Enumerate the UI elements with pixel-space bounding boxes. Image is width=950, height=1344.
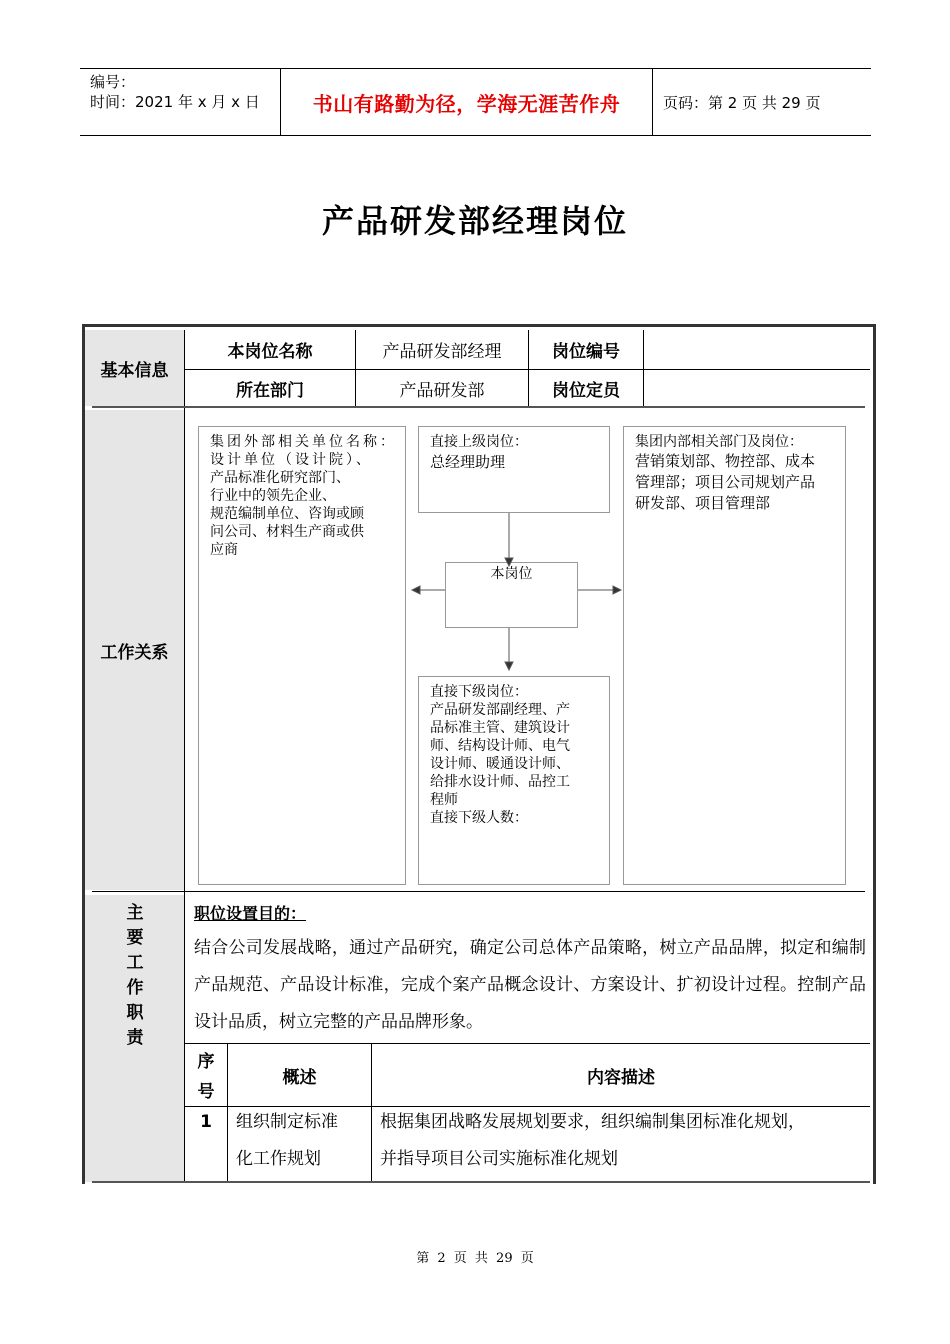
external-unit-line: 应商 [210,542,238,558]
external-unit-line: 规范编制单位、咨询或顾 [210,506,364,522]
document-title: 产品研发部经理岗位 [321,202,628,240]
table-row-content [380,1104,868,1178]
work-relations-label: 工作关系 [100,642,169,663]
internal-dept-line: 管理部；项目公司规划产品 [635,473,816,491]
duties-label-char: 职 [126,1003,144,1023]
basic-info-label: 基本信息 [100,360,169,381]
subordinate-line: 品标准主管、建筑设计 [430,720,570,736]
this-position-label: 本岗位 [490,566,533,582]
headcount-label: 岗位定员 [552,380,620,401]
external-units-title: 集团外部相关单位名称： [210,434,397,450]
duties-label-char: 主 [126,903,144,923]
duties-label-char: 要 [126,928,144,948]
headcount-value [644,370,870,406]
external-unit-line: 设计单位（设计院）、 [210,452,373,468]
table-bottom-rule [92,1181,870,1183]
summary-line: 化工作规划 [236,1149,321,1169]
table-row-summary [236,1104,366,1178]
department-value: 产品研发部 [399,380,485,401]
page-footer: 第 2 页 共 29 页 [416,1251,534,1266]
arrowhead-down-icon [505,662,513,670]
duties-label-char: 作 [126,978,144,998]
purpose-title: 职位设置目的： [194,904,307,923]
subordinate-line: 程师 [430,792,458,808]
superior-text [430,433,605,473]
table-right-border [873,324,876,1184]
header-page-info: 页码：第 2 页 共 29 页 [663,93,821,112]
content-line: 并指导项目公司实施标准化规划 [380,1149,618,1169]
external-unit-line: 问公司、材料生产商或供 [210,524,364,540]
table-row-seq: 1 [200,1112,212,1132]
subordinate-line: 给排水设计师、品控工 [430,774,570,790]
duties-label-char: 责 [126,1028,144,1048]
internal-depts-text [635,433,840,514]
internal-dept-line: 研发部、项目管理部 [635,494,771,512]
subordinate-line: 设计师、暖通设计师、 [430,756,570,772]
department-label: 所在部门 [236,380,304,401]
external-units-text [210,433,400,559]
position-code-label: 岗位编号 [552,342,620,362]
page-header [80,68,871,136]
position-code-value [644,330,870,369]
document-number-label: 编号： [90,73,136,91]
summary-line: 组织制定标准 [236,1112,338,1132]
superior-value: 总经理助理 [430,453,506,471]
header-motto: 书山有路勤为径，学海无涯苦作舟 [281,69,653,135]
seq-header: 序 [197,1052,215,1072]
internal-dept-line: 营销策划部、物控部、成本 [635,452,816,470]
external-unit-line: 产品标准化研究部门、 [210,470,350,486]
content-header: 内容描述 [587,1067,655,1088]
internal-depts-title: 集团内部相关部门及岗位： [635,434,803,450]
purpose-text: 结合公司发展战略，通过产品研究，确定公司总体产品策略，树立产品品牌，拟定和编制产品规范、产品设计标准，完成个案产品概念设计、方案设计、扩初设计过程。控制产品设计品质，树立完整的产品品牌形象。 [194,938,866,1032]
subordinate-line: 产品研发部副经理、产 [430,702,570,718]
subordinate-line: 师、结构设计师、电气 [430,738,570,754]
content-line: 根据集团战略发展规划要求，组织编制集团标准化规划， [380,1112,805,1132]
table-top-border [82,324,876,327]
arrowhead-right-icon [613,586,621,594]
header-meta [80,69,281,135]
work-relations-bottom-rule [92,891,865,892]
superior-title: 直接上级岗位： [430,434,528,450]
subordinate-title: 直接下级岗位： [430,684,528,700]
position-name-label: 本岗位名称 [227,342,313,362]
duties-label-char: 工 [126,953,144,973]
position-name-value: 产品研发部经理 [382,342,502,362]
basic-info-bottom-rule [92,406,865,408]
seq-header: 号 [197,1082,215,1102]
summary-header: 概述 [282,1067,317,1088]
arrowhead-left-icon [412,586,420,594]
document-time: 时间：2021 年 x 月 x 日 [90,93,260,111]
subordinate-text [430,683,608,827]
subordinate-count-label: 直接下级人数： [430,810,528,826]
external-unit-line: 行业中的领先企业、 [210,488,336,504]
